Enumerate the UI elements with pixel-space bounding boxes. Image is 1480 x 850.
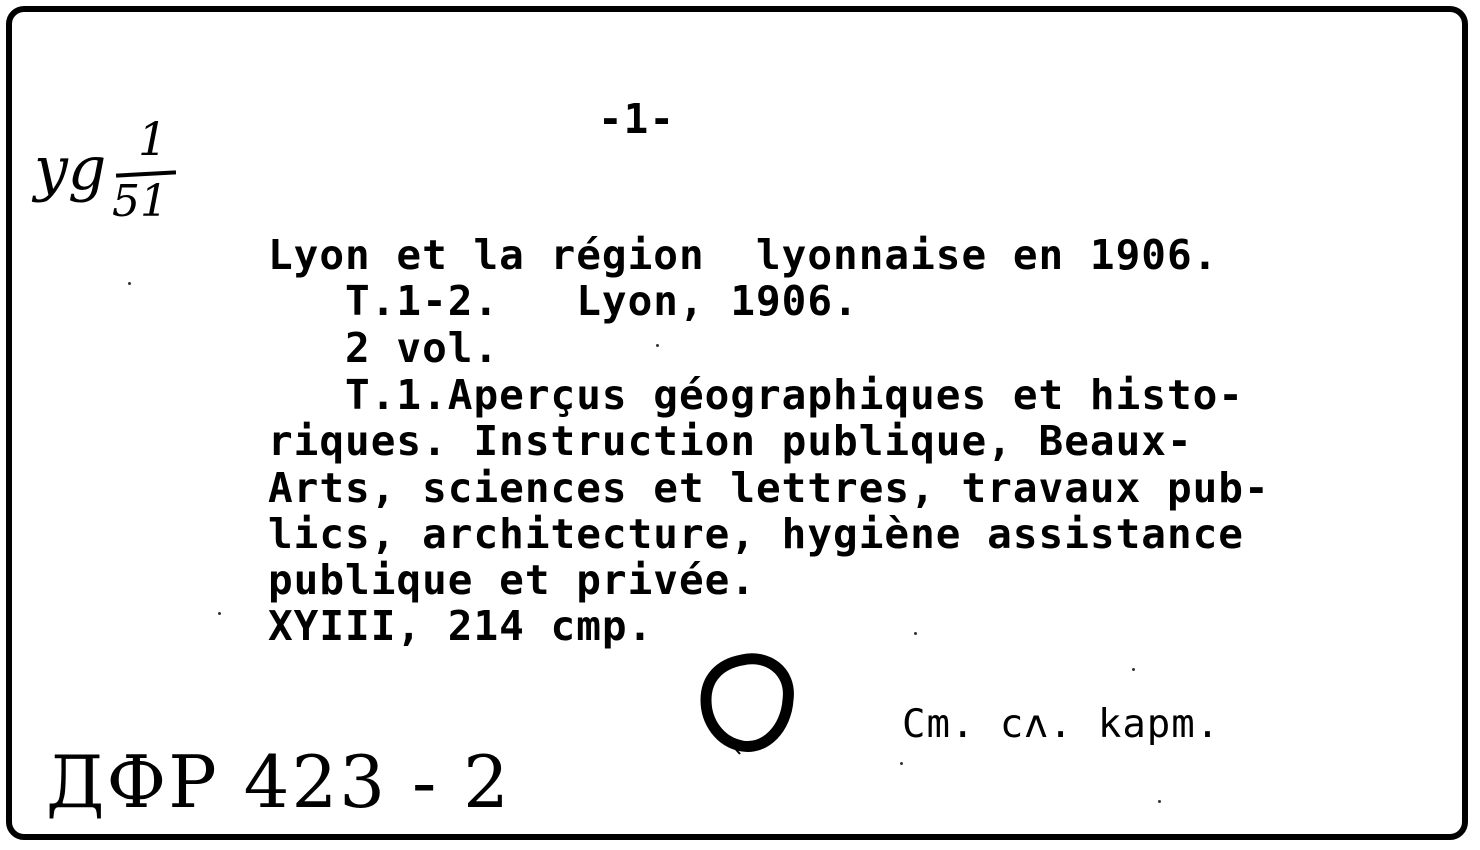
entry-line-contents-3: Arts, sciences et lettres, travaux pub- bbox=[268, 464, 1270, 512]
entry-line-volume-count: 2 vol. bbox=[268, 324, 500, 372]
dust-speck bbox=[1158, 800, 1161, 803]
dust-speck bbox=[914, 632, 917, 635]
dust-speck bbox=[656, 344, 659, 347]
entry-line-contents-5: publique et privée. bbox=[268, 556, 756, 604]
punch-hole bbox=[694, 650, 804, 760]
entry-line-contents-2: riques. Instruction publique, Beaux- bbox=[268, 417, 1193, 465]
dust-speck bbox=[218, 612, 221, 615]
entry-line-title: Lyon et la région lyonnaise en 1906. bbox=[268, 231, 1219, 279]
dust-speck bbox=[128, 282, 131, 285]
entry-line-pagination: XYIII, 214 cmp. bbox=[268, 602, 654, 650]
dust-speck bbox=[900, 762, 903, 765]
entry-line-volumes-place-year: T.1-2. Lyon, 1906. bbox=[268, 277, 859, 325]
dust-speck bbox=[1132, 668, 1135, 671]
shelfmark-top-denominator: 51 bbox=[112, 176, 168, 227]
shelfmark-bottom: ДФР 423 - 2 bbox=[46, 740, 511, 824]
page-number: -1- bbox=[598, 95, 676, 143]
cross-reference: Cm. cʌ. kapm. bbox=[902, 702, 1221, 747]
entry-line-contents-4: lics, architecture, hygiène assistance bbox=[268, 510, 1244, 558]
shelfmark-top-numerator: 1 bbox=[138, 112, 168, 166]
shelfmark-top-prefix: yg bbox=[34, 134, 107, 204]
entry-line-contents-1: T.1.Aperçus géographiques et histo- bbox=[268, 371, 1244, 419]
